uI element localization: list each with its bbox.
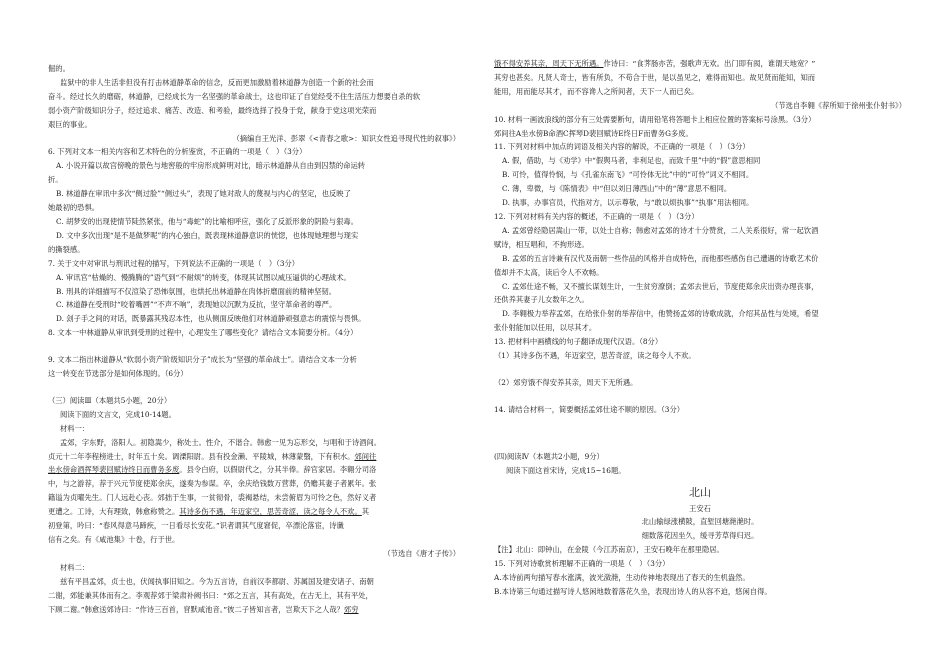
intro-paragraph-line: 弱小资产阶级知识分子，经过追求、痛苦、改造、和考验，最终选择了投身于党，献身于党这项光荣而 [48,105,377,115]
q12-option-a: A. 孟郊曾经隐居嵩山一带，以处士自称；韩愈对孟郊的诗才十分赞赏，二人关系很好，常一起饮酒 [502,225,819,235]
answer-space [494,417,906,437]
q15-option-a: A.本诗前两句描写春水涨满，波光潋滟，生动传神地表现出了春天的生机盎然。 [494,573,750,583]
material-1-line: 孟郊，字东野，洛阳人。初隐嵩少，称处士。性介，不谐合。韩愈一见为忘形交，与唱和于诗酒间。 [60,437,382,447]
section-4-instructions: 阅读下面这首宋诗，完成15~16题。 [506,465,626,475]
q15-option-b: B.本诗第三句通过描写诗人悠闲地数着落花久坐，表现出诗人的从容不迫，悠闲自得。 [494,587,772,596]
q7-option-c: C. 林道静在受刑时“咬着嘴唇”“不声不响”，表现她以沉默为反抗，坚守革命者的尊严。 [56,300,337,310]
q6-option-d-cont: 的撕裂感。 [48,244,85,254]
right-column [494,57,906,599]
material-1-label: 材料一： [60,423,90,433]
intro-paragraph-line: 艰巨的事业。 [48,119,92,129]
question-9: 9. 文本二指出林道静从“软弱小资产阶级知识分子”成长为“坚强的革命战士”。请结合文本一分析 [48,355,357,365]
intro-paragraph-line: 监狱中的非人生活非但没有打击林道静革命的信念，反而更加激励着林道静为创造一个新的社会而 [60,77,374,87]
material-2-line: 其穷也甚矣。凡贤人奇士，皆有所负，不苟合于世，是以虽见之，难得而知也。故见贤而能知，知而 [494,72,816,82]
q12-option-a-cont: 赋诗，相互唱和，不拘形迹。 [494,239,589,249]
material-2-line: 二谢，郊能兼其体而有之。李观荐郊于梁肃补阙书曰：“郊之五言，其有高处，在古无上，其有平处， [48,590,373,600]
q11-option-b: B. 可怜，值得怜悯，与《孔雀东南飞》“可怜体无比”中的“可怜”词义不相同。 [502,170,754,180]
q13-item-1: （1）其诗多伤不遇，年迈家空，思苦奇涩，读之每令人不欢。 [494,351,696,361]
material-2-line [48,603,460,617]
section-3-instructions: 阅读下面的文言文，完成10-14题。 [60,409,176,419]
material-2-line [494,57,906,71]
question-10-options: 郊间往A坐水傍B命酒C挥琴D裴回赋诗E终日F而曹务G多废。 [494,128,693,138]
poem-line: 细数落花因坐久，缓寻芳草得归迟。 [641,531,759,541]
question-12: 12. 下列对材料有关内容的概述，不正确的一项是（ ）（3分） [494,211,699,221]
q6-option-a-cont: 折。 [48,175,63,185]
poem-note: 【注】北山：即钟山，在金陵（今江苏南京），王安石晚年在那里隐居。 [494,545,724,555]
poem-author: 王安石 [689,503,711,513]
q12-option-d: D. 李翱极力举荐孟郊，在给张仆射的举荐信中，他赞扬孟郊的诗歌成就，介绍其品性与处境，希望 [502,309,819,319]
material-1-line [48,463,460,477]
q12-option-b: B. 孟郊的五言诗兼有汉代及南朝一些作品的风格并自成特色，而他那些感伤自己遭遇的诗歌艺术价 [502,253,819,263]
material-1-line [48,505,460,519]
text-span: 下顾二谢。”韩愈送郊诗曰：“作诗三百首，窅默咸池音。”彼二子皆知言者，岂欺天下之人哉？ [48,604,344,614]
q6-option-b-cont: 她最初的恐惧。 [48,203,100,213]
q12-option-c: C. 孟郊仕途不畅，又不擅长谋划生计，一生贫穷潦倒；孟郊去世后，节度使郑余庆出资办理丧事， [502,281,819,291]
material-1-line [48,450,460,464]
source-citation: （节选自李翱《荐所知于徐州张仆射书》） [771,100,906,110]
q6-option-a: A. 小说开篇以故宫傍晚的景色与地窖般的牢房形成鲜明对比，暗示林道静从自由到囚禁的命运转 [56,161,366,171]
material-2-line: 兹有平昌孟郊，贞士也，伏闻执事旧知之。今为五言诗，自前汉李都尉、苏属国及建安诸子、南朝 [60,576,374,586]
left-column [48,62,460,616]
source-citation: （节选自《唐才子传》） [383,548,460,558]
material-1-line: 籍谥为贞曜先生。门人远赴心丧。郊拙于生事，一贫彻骨，裘褐悬结，未尝俯眉为可怜之色，然好义者 [48,493,377,503]
source-citation: （摘编自王光洋、彭翠《<青春之歌>：知识女性追寻现代性的叙事》） [232,133,460,143]
text-span: 其 [361,507,370,517]
answer-space [494,363,906,376]
question-8: 8. 文本一中林道静从审讯到受刑的过程中，心理发生了哪些变化？请结合文本简要分析。（4分） [48,328,358,338]
answer-space [48,340,460,353]
section-3-heading: （三）阅读Ⅲ（本题共5小题，20分） [48,395,172,405]
wavy-underlined-text: 郊间往 [354,451,377,461]
question-13: 13. 把材料中画横线的句子翻译成现代汉语。（8分） [494,337,663,347]
q6-option-b: B. 林道静在审讯中多次“侧过脸”“侧过头”，表现了她对敌人的蔑视与内心的坚定，也反映了 [56,189,351,199]
q7-option-b: B. 刑具的详细描写不仅渲染了恐怖氛围，也烘托出林道静在肉体折磨面前的精神坚韧。 [56,286,336,296]
intro-paragraph-line: 奋斗。经过长久的磨砺，林道静，已经成长为一名坚强的革命战士，这也印证了自觉经受不住生活压力想要自杀的软 [48,91,421,101]
q13-item-2: （2）郊穷饿不得安养其亲，周天下无所遇。 [494,377,638,387]
intro-end-line: 倔的。 [48,64,70,73]
material-1-line: 初登第，吟曰：“春风得意马蹄疾，一日看尽长安花。”识者谓其气度窘促，卒漂沦落宦，诗谶 [48,521,344,531]
text-span: 贞元十二年李程榜进士，时年五十矣。调溧阳尉。县有投金濑、平陵城，林薄蒙翳，下有积水。 [48,451,355,461]
question-6: 6. 下列对文本一相关内容和艺术特色的分析鉴赏，不正确的一项是（ ）（3分） [48,147,307,157]
underlined-sentence: 饿不得安养其亲，周天下无所遇。 [494,59,604,68]
section-4-heading: (四)阅读Ⅳ（本题共2小题，9分） [494,451,604,461]
q11-option-c: C. 薄，卑微，与《陈情表》中“但以刘日薄西山”中的“薄”意思不相同。 [502,184,732,194]
q12-option-c-cont: 还供养其妻子儿女数年之久。 [494,295,589,305]
underlined-sentence: 郊穷 [343,604,359,614]
underlined-sentence: 其诗多伤不遇，年迈家空，思苦奇涩，读之每令人不欢。 [179,507,362,517]
q12-option-b-cont: 值却并不太高，读后令人不欢畅。 [494,267,604,277]
q6-option-c: C. 胡梦安的出现使情节陡然紧张，他与“毒蛇”的比喻相呼应，强化了反派形象的阴险与狠毒。 [56,216,358,226]
material-2-label: 材料二： [60,562,90,572]
poem-title: 北山 [689,485,711,499]
q6-option-d: D. 文中多次出现“是不是做梦呢”的内心独白，既表现林道静意识的恍惚，也体现她理想与现实 [56,230,359,240]
wavy-underlined-text: 坐水傍命酒挥琴裴回赋诗终日而曹务多废 [48,465,180,475]
question-11: 11. 下列对材料中加点的词语及相关内容的解说，不正确的一项是（ ）（3分） [494,142,750,152]
answer-space [494,390,906,403]
answer-space [494,437,906,450]
answer-space [48,381,460,394]
material-2-line: 能用，用而能尽其才，而不容谗人之所间者，天下一人而已矣。 [494,86,699,96]
text-span: 作诗曰：“食荠肠亦苦，强歌声无欢。出门即有阂，谁谓天地宽？” [603,59,816,68]
text-span: 。县令白府，以假尉代之，分其半俸。辞官家居。李翱分司洛 [179,465,377,475]
material-1-line: 中，与之游荐，荐于兴元节度使郑余庆，遂奏为参谋。卒，余庆给钱数万营葬，仍赡其妻子者累年。张 [48,479,377,489]
question-9-cont: 这一转变在节选部分是如何体现的。（6分） [48,369,188,379]
question-15: 15. 下列对诗歌赏析理解不正确的一项是（ ）（3分） [494,559,670,569]
q12-option-d-cont: 张仆射能加以任用，以尽其才。 [494,323,597,333]
question-14: 14. 请结合材料一，简要概括孟郊仕途不顺的原因。（3分） [494,404,685,414]
q7-option-d: D. 刽子手之间的对话，既暴露其残忍本性，也从侧面反映他们对林道静顽强意志的震惊与畏惧。 [56,314,366,324]
poem-line: 北山输绿涨横陂，直堑回塘滟滟时。 [641,517,759,527]
q11-option-a: A. 假，借助，与《劝学》中“假舆马者，非利足也，而致千里”中的“假”意思相同 [502,156,761,166]
question-10: 10. 材料一画波浪线的部分有三处需要断句，请用铅笔将答题卡上相应位置的答案标号涂黑。（3分） [494,114,816,124]
material-1-line: 信有之矣。有《咸池集》十卷，行于世。 [48,535,180,544]
q7-option-a: A. 审讯官“枯燥的、慢腾腾的”语气到“不耐烦”的转变，体现其试图以威压逼供的心理战术。 [56,272,351,282]
question-7: 7. 关于文中对审讯与刑讯过程的描写，下列说法不正确的一项是（ ）（3分） [48,258,300,268]
text-span: 更遭之。工诗，大有理致，韩愈称赞之。 [48,507,180,517]
q11-option-d: D. 执事，办事官员，代指对方，以示尊敬，与“敢以烦执事”“执事”用法相同。 [502,198,754,208]
